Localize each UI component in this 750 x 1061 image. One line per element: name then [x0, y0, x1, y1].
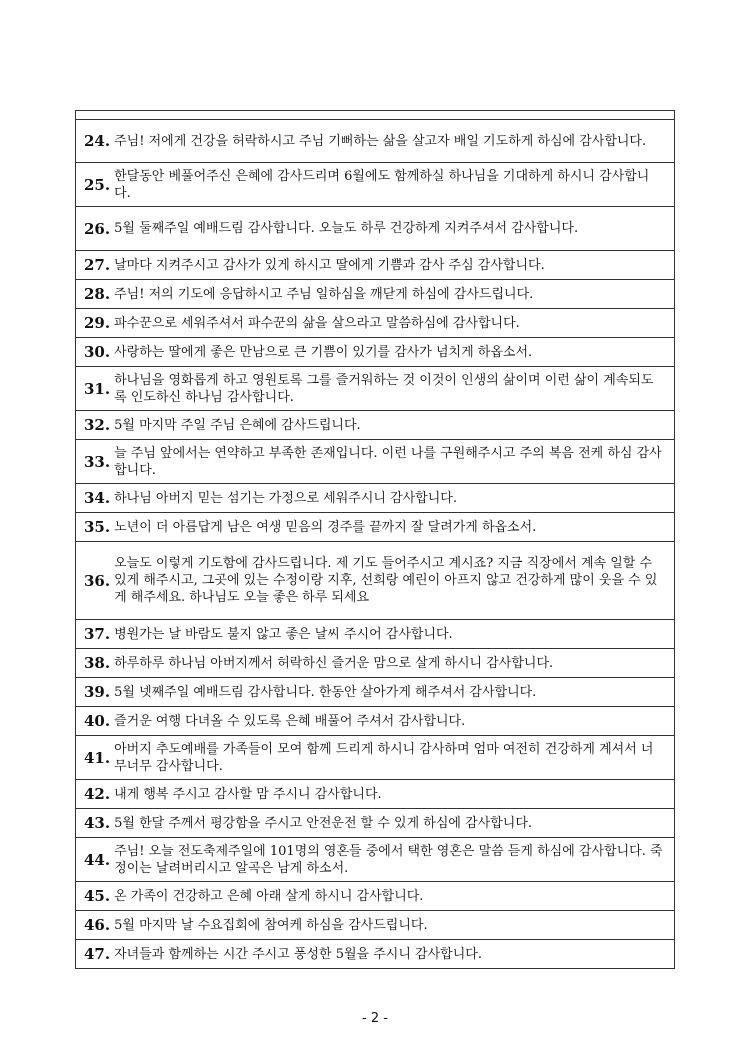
list-cell	[76, 780, 675, 809]
list-item	[76, 911, 675, 940]
list-cell	[76, 620, 675, 649]
item-text: 날마다 지켜주시고 감사가 있게 하시고 딸에게 기쁨과 감사 주심 감사합니다.	[114, 257, 545, 273]
item-number: 46.	[84, 916, 111, 934]
page-number: - 2 -	[362, 1011, 388, 1026]
item-number: 37.	[84, 625, 111, 643]
list-cell	[76, 309, 675, 338]
list-cell	[76, 251, 675, 280]
item-text: 하루하루 하나님 아버지께서 허락하신 즐거운 맘으로 살게 하시니 감사합니다.	[114, 655, 554, 671]
item-number: 43.	[84, 814, 111, 832]
list-cell	[76, 120, 675, 163]
table-header-row	[76, 111, 675, 120]
item-number: 24.	[84, 132, 111, 150]
list-item	[76, 542, 675, 620]
item-text: 주님! 저에게 건강을 허락하시고 주님 기뻐하는 삶을 살고자 배일 기도하게 하심에 감사합니다.	[114, 133, 647, 149]
item-number: 26.	[84, 219, 111, 238]
list-item	[76, 780, 675, 809]
list-cell	[76, 440, 675, 484]
item-text: 하나님을 영화롭게 하고 영원토록 그를 즐거워하는 것 이것이 인생의 삶이며 이런 삶이 계속되도록 인도하신 하나님 감사합니다.	[114, 372, 654, 405]
item-text: 온 가족이 건강하고 은혜 아래 살게 하시니 감사합니다.	[114, 888, 424, 904]
list-cell	[76, 838, 675, 882]
item-text: 병원가는 날 바람도 불지 않고 좋은 날씨 주시어 감사합니다.	[114, 626, 453, 642]
item-text: 파수꾼으로 세워주셔서 파수꾼의 삶을 살으라고 말씀하심에 감사합니다.	[114, 315, 520, 331]
item-number: 41.	[84, 748, 111, 767]
item-text: 노년이 더 아름답게 남은 여생 믿음의 경주를 끝까지 잘 달려가게 하옵소서.	[114, 519, 537, 535]
item-number: 45.	[84, 887, 111, 905]
list-item	[76, 678, 675, 707]
list-cell	[76, 542, 675, 620]
list-cell	[76, 513, 675, 542]
item-number: 38.	[84, 654, 111, 672]
item-text: 5월 마지막 주일 주님 은혜에 감사드립니다.	[114, 417, 361, 433]
list-item	[76, 251, 675, 280]
list-cell	[76, 163, 675, 207]
item-number: 25.	[84, 175, 111, 194]
list-item	[76, 809, 675, 838]
list-item	[76, 649, 675, 678]
item-number: 28.	[84, 285, 111, 303]
list-cell	[76, 809, 675, 838]
item-text: 주님! 오늘 전도축제주일에 101명의 영혼들 중에서 택한 영혼은 말씀 듣게 하심에 감사합니다. 죽정이는 날려버리시고 알곡은 남게 하소서.	[114, 843, 663, 876]
item-number: 30.	[84, 343, 111, 361]
item-text: 한달동안 베풀어주신 은혜에 감사드리며 6월에도 함께하실 하나님을 기대하게 하시니 감사합니다.	[114, 168, 650, 201]
list-item	[76, 620, 675, 649]
list-item	[76, 309, 675, 338]
item-number: 29.	[84, 314, 111, 332]
item-text: 늘 주님 앞에서는 연약하고 부족한 존재입니다. 이런 나를 구원해주시고 주의 복음 전케 하심 감사합니다.	[114, 445, 662, 478]
item-text: 5월 둘째주일 예배드림 감사합니다. 오늘도 하루 건강하게 지켜주셔서 감사합니다.	[114, 221, 579, 236]
item-text: 사랑하는 딸에게 좋은 만남으로 큰 기쁨이 있기를 감사가 넘치게 하옵소서.	[114, 344, 533, 360]
list-item	[76, 736, 675, 780]
list-item	[76, 411, 675, 440]
list-item	[76, 513, 675, 542]
item-text: 5월 마지막 날 수요집회에 참여케 하심을 감사드립니다.	[114, 917, 428, 933]
item-number: 32.	[84, 416, 111, 434]
item-text: 주님! 저의 기도에 응답하시고 주님 일하심을 깨닫게 하심에 감사드립니다.	[114, 286, 534, 302]
list-cell	[76, 338, 675, 367]
list-cell	[76, 367, 675, 411]
item-number: 39.	[84, 683, 111, 701]
item-text: 하나님 아버지 믿는 섬기는 가정으로 세워주시니 감사합니다.	[114, 490, 457, 506]
list-item	[76, 120, 675, 163]
item-text: 5월 넷째주일 예배드림 감사합니다. 한동안 살아가게 해주셔서 감사합니다.	[114, 684, 537, 700]
list-cell	[76, 649, 675, 678]
list-cell	[76, 911, 675, 940]
item-number: 33.	[84, 452, 111, 471]
item-number: 31.	[84, 379, 111, 398]
list-item	[76, 367, 675, 411]
list-item	[76, 207, 675, 251]
list-item	[76, 940, 675, 969]
item-number: 35.	[84, 518, 111, 536]
item-number: 27.	[84, 256, 111, 274]
list-cell	[76, 207, 675, 251]
list-item	[76, 882, 675, 911]
list-cell	[76, 484, 675, 513]
list-cell	[76, 736, 675, 780]
item-number: 42.	[84, 785, 111, 803]
item-number: 34.	[84, 489, 111, 507]
empty-cell	[76, 111, 675, 120]
list-item	[76, 838, 675, 882]
list-item	[76, 707, 675, 736]
list-item	[76, 280, 675, 309]
item-number: 36.	[84, 571, 111, 590]
item-text: 오늘도 이렇게 기도함에 감사드립니다. 제 기도 들어주시고 계시죠? 지금 직장에서 계속 일할 수 있게 해주시고, 그곳에 있는 수정이랑 지후, 선희랑 예린이 아프지 않고 건강하게 많이 웃을 수 있게 해주세요. 하나님도 오늘 좋은 하루 되세요	[114, 556, 658, 605]
item-text: 즐거운 여행 다녀올 수 있도록 은혜 배풀어 주셔서 감사합니다.	[114, 713, 466, 729]
list-cell	[76, 882, 675, 911]
item-text: 5월 한달 주께서 평강함을 주시고 안전운전 할 수 있게 하심에 감사합니다.	[114, 815, 533, 831]
list-cell	[76, 678, 675, 707]
list-item	[76, 163, 675, 207]
item-number: 47.	[84, 945, 111, 963]
list-item	[76, 484, 675, 513]
item-number: 40.	[84, 712, 111, 730]
list-item	[76, 440, 675, 484]
item-text: 아버지 추도예배를 가족들이 모여 함께 드리게 하시니 감사하며 엄마 여전히 건강하게 계셔서 너무너무 감사합니다.	[114, 741, 654, 774]
item-text: 내게 행복 주시고 감사할 맘 주시니 감사합니다.	[114, 786, 382, 802]
item-text: 자녀들과 함께하는 시간 주시고 풍성한 5월을 주시니 감사합니다.	[114, 946, 482, 962]
list-cell	[76, 280, 675, 309]
list-cell	[76, 707, 675, 736]
list-cell	[76, 940, 675, 969]
item-number: 44.	[84, 850, 111, 869]
list-cell	[76, 411, 675, 440]
gratitude-list-table	[75, 110, 675, 969]
list-item	[76, 338, 675, 367]
